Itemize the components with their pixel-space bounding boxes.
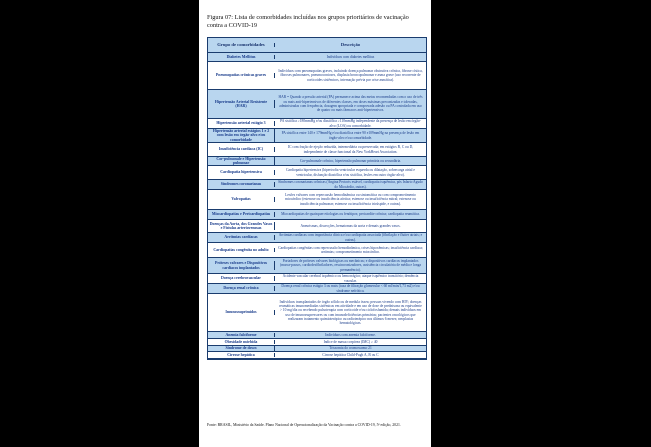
table-row bbox=[208, 220, 426, 233]
comorbidity-group: Miocardiopatias e Pericardiopatias bbox=[208, 212, 275, 216]
comorbidity-description: Trissomia do cromossomo 21 bbox=[329, 346, 372, 351]
comorbidity-group: Doença cerebrovascular bbox=[208, 276, 275, 280]
comorbidity-description: Cor-pulmonale crônico, hipertensão pulmonar primária ou secundária. bbox=[299, 158, 402, 163]
comorbidity-group: Cirrose hepática bbox=[208, 353, 275, 357]
comorbidity-group: Doença renal crônica bbox=[208, 286, 275, 290]
table-row bbox=[208, 274, 426, 284]
comorbidity-description: Indivíduos com anemia falciforme. bbox=[325, 332, 376, 337]
table-row bbox=[208, 53, 426, 62]
comorbidity-description: Indivíduos com diabetes mellitus bbox=[326, 54, 375, 59]
comorbidity-group: Síndrome de down bbox=[208, 346, 275, 350]
table-row bbox=[208, 210, 426, 220]
comorbidity-group: Imunossuprimidos bbox=[208, 310, 275, 314]
comorbidity-description: PA sistólica entre 140 e 179mmHg e/ou diastólica entre 90 e109mmHg na presença de lesão em órgão-alvo e/ou comorbidade. bbox=[281, 131, 420, 140]
comorbidity-group: Próteses valvares e Dispositivos cardíacos implantados bbox=[208, 261, 275, 270]
table-row bbox=[208, 166, 426, 180]
comorbidity-description: Aneurismas, dissecções, hematomas da aorta e demais grandes vasos. bbox=[300, 223, 401, 228]
comorbidity-group: Valvopatias bbox=[208, 197, 275, 201]
comorbidity-description: Miocardiopatias de quaisquer etiologias ou fenótipos; pericardite crônica; cardiopatia reumática. bbox=[281, 212, 420, 217]
comorbidity-group: Cardiopatias congênita no adulto bbox=[208, 248, 275, 252]
comorbidity-description: Cardiopatias congênitas com repercussão hemodinâmica, crises hipoxêmicas; insuficiência cardíaca; arritmias; comprometimento miocárdico. bbox=[278, 245, 423, 254]
figure-caption: Figura 07: Lista de comorbidades incluídas nos grupos prioritários de vacinação contra a COVID-19 bbox=[207, 14, 409, 29]
comorbidity-description: Indivíduos transplantados de órgão sólido ou de medula óssea; pessoas vivendo com HIV; doenças reumáticas imunomediadas sistêmicas em atividade e em uso de dose de prednisona ou equivalente > 10 mg/dia ou recebendo pulsoterapia com corticoide e/ou ciclofosfamida; demais indivíduos em uso de imunossupressores ou com imunodeficiências primárias; pacientes oncológicos que realizaram tratamento quimioterápico ou radioterápico nos últimos 6 meses; neoplasias hematológicas. bbox=[279, 299, 422, 326]
table-row bbox=[208, 243, 426, 258]
comorbidity-group: Hipertensão Arterial Resistente (HAR) bbox=[208, 100, 275, 109]
table-header bbox=[208, 38, 426, 53]
comorbidity-description: Acidente vascular cerebral isquêmico ou hemorrágico; ataque isquêmico transitório; demência vascular. bbox=[282, 274, 419, 283]
comorbidity-group: Hipertensão arterial estágio 3 bbox=[208, 121, 275, 125]
comorbidity-description: HAR = Quando a pressão arterial (PA) permanece acima das metas recomendadas com o uso de três ou mais anti-hipertensivos de diferentes classes, em doses máximas preconizadas e toleradas, administradas com frequência, dosagem apropriada e comprovada adesão ou PA controlada em uso de quatro ou mais fármacos anti-hipertensivos. bbox=[278, 95, 423, 113]
comorbidity-group: Diabetes Mellitus bbox=[208, 55, 275, 59]
source-note: Fonte: BRASIL, Ministério da Saúde. Plano Nacional de Operacionalização da Vacinação contra a COVID-19, 5ª edição, 2021. bbox=[207, 423, 401, 427]
table-row bbox=[208, 233, 426, 243]
comorbidity-group: Insuficiência cardíaca (IC) bbox=[208, 147, 275, 151]
comorbidity-group: Doenças da Aorta, dos Grandes Vasos e Fístulas arteriovenosas bbox=[208, 222, 275, 231]
table-row bbox=[208, 294, 426, 332]
table-row bbox=[208, 143, 426, 157]
comorbidity-group: Obesidade mórbida bbox=[208, 340, 275, 344]
comorbidity-description: Doença renal crônica estágio 3 ou mais (taxa de filtração glomerular < 60 ml/min/1,73 m2) e/ou síndrome nefrótica. bbox=[281, 284, 420, 293]
table-row bbox=[208, 258, 426, 274]
comorbidity-group: Cor-pulmonale e Hipertensão pulmonar bbox=[208, 157, 275, 166]
comorbidity-group: Arritmias cardíacas bbox=[208, 235, 275, 239]
table-row bbox=[208, 180, 426, 190]
comorbidity-description: IC com fração de ejeção reduzida, intermediária ou preservada; em estágios B, C ou D, independente de classe funcional da New YorkHeart Association. bbox=[287, 145, 414, 154]
table-row bbox=[208, 129, 426, 143]
header-group: Grupo de comorbidades bbox=[208, 43, 275, 47]
table-row bbox=[208, 332, 426, 339]
comorbidity-description: Síndromes coronarianas crônicas (Angina Pectoris estável, cardiopatia isquêmica, pós Infarto Agudo do Miocárdio, outras). bbox=[278, 180, 423, 189]
header-description: Descrição bbox=[340, 42, 361, 47]
table-row bbox=[208, 90, 426, 119]
comorbidity-group: Hipertensão arterial estágios 1 e 2 com lesão em órgão-alvo e/ou comorbidade bbox=[208, 129, 275, 142]
comorbidity-group: Cardiopatia hipertensiva bbox=[208, 170, 275, 174]
comorbidity-description: Índice de massa corpórea (IMC) ≥ 40 bbox=[323, 339, 378, 344]
document-page bbox=[199, 0, 431, 447]
comorbidities-table bbox=[207, 37, 427, 360]
comorbidity-description: PA sistólica ≥180mmHg e/ou diastólica ≥110mmHg independente da presença de lesão em órgão-alvo (LOA) ou comorbidade. bbox=[280, 119, 421, 128]
table-row bbox=[208, 157, 426, 166]
comorbidity-description: Indivíduos com pneumopatias graves, incluindo doença pulmonar obstrutiva crônica, fibrose cística, fibroses pulmonares, pneumoconioses, displasia broncopulmonar e asma grave (uso recorrente de corticoides sistêmicos, internação prévia por crise asmática). bbox=[278, 69, 423, 82]
comorbidity-description: Arritmias cardíacas com importância clínica e/ou cardiopatia associada (fibrilação e flutter atriais; e outras). bbox=[278, 233, 423, 242]
table-body bbox=[208, 53, 426, 359]
comorbidity-description: Cardiopatia hipertensiva (hipertrofia ventricular esquerda ou dilatação, sobrecarga atrial e ventricular, disfunção diastólica e/ou sistólica, lesões em outro órgão-alvo). bbox=[285, 168, 416, 177]
comorbidity-group: Anemia falciforme bbox=[208, 333, 275, 337]
table-row bbox=[208, 62, 426, 90]
table-row bbox=[208, 352, 426, 359]
table-row bbox=[208, 339, 426, 346]
table-row bbox=[208, 190, 426, 210]
comorbidity-description: Portadores de próteses valvares biológicas ou mecânicas; e dispositivos cardíacos implantados (marca-passos, cardiodesfibriladores, ressincronizadores, assistência circulatória de média e longa permanência). bbox=[280, 259, 421, 272]
comorbidity-group: Síndromes coronarianas bbox=[208, 182, 275, 186]
table-row bbox=[208, 284, 426, 294]
comorbidity-description: Cirrose hepática Child-Pugh A, B ou C bbox=[322, 352, 379, 357]
comorbidity-description: Lesões valvares com repercussão hemodinâmica ou sintomática ou com comprometimento miocárdico (estenose ou insuficiência aórtica; estenose ou insuficiência mitral; estenose ou insuficiência pulmonar; estenose ou insuficiência tricúspide, e outras). bbox=[285, 193, 416, 206]
comorbidity-group: Pneumopatias crônicas graves bbox=[208, 73, 275, 77]
table-row bbox=[208, 119, 426, 129]
